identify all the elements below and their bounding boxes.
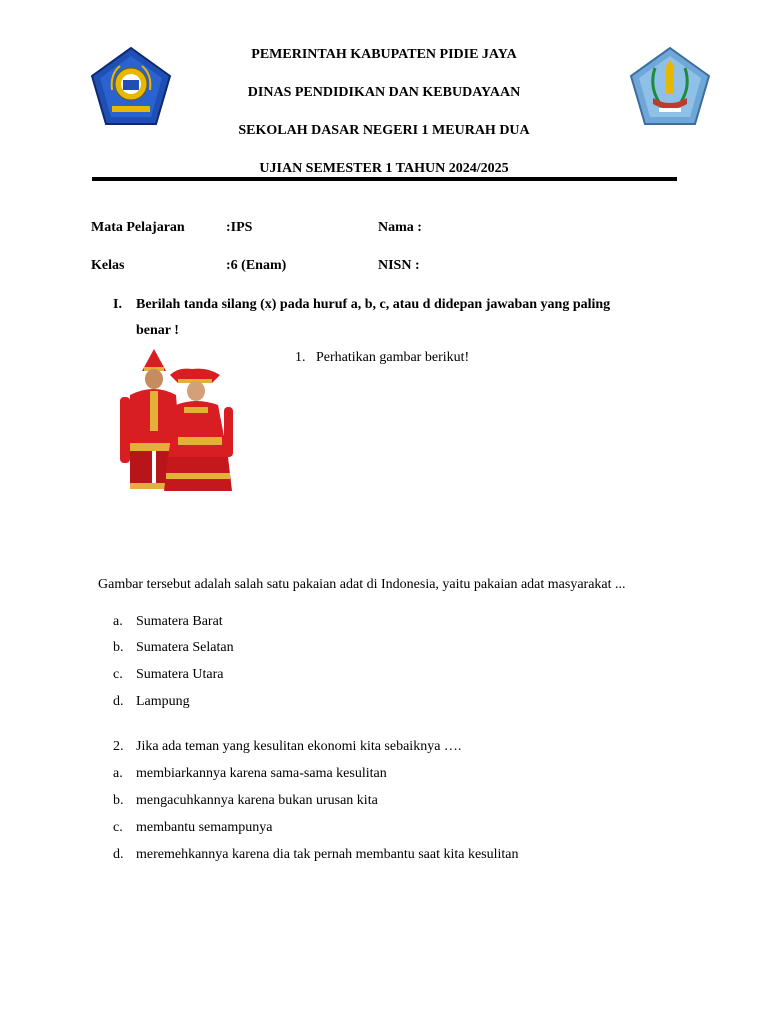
q1-option-b-letter: b. (113, 640, 124, 655)
question-1-stem: Gambar tersebut adalah salah satu pakaian adat di Indonesia, yaitu pakaian adat masyarakat ... (98, 577, 626, 592)
header-school: SEKOLAH DASAR NEGERI 1 MEURAH DUA (238, 123, 530, 138)
question-2-prompt: Jika ada teman yang kesulitan ekonomi kita sebaiknya …. (136, 739, 462, 754)
q2-option-a-letter: a. (113, 766, 123, 781)
q2-option-c-text: membantu semampunya (136, 820, 273, 835)
traditional-costume-photo (108, 347, 248, 491)
q1-option-a-letter: a. (113, 614, 123, 629)
q1-option-d-text: Lampung (136, 694, 190, 709)
q2-option-d-text: meremehkannya karena dia tak pernah membantu saat kita kesulitan (136, 847, 519, 862)
q2-option-c-letter: c. (113, 820, 123, 835)
q2-option-b-letter: b. (113, 793, 124, 808)
q1-option-a-text: Sumatera Barat (136, 614, 223, 629)
name-label: Nama : (378, 220, 422, 235)
q2-option-a-text: membiarkannya karena sama-sama kesulitan (136, 766, 387, 781)
q1-option-c-letter: c. (113, 667, 123, 682)
q2-option-b-text: mengacuhkannya karena bukan urusan kita (136, 793, 378, 808)
class-label: Kelas (91, 258, 125, 273)
question-1-prompt: Perhatikan gambar berikut! (316, 350, 470, 365)
q1-option-d-letter: d. (113, 694, 124, 709)
question-2-number: 2. (113, 739, 124, 754)
header-divider (92, 177, 677, 181)
section-numeral: I. (113, 297, 122, 312)
question-1-number: 1. (295, 350, 306, 365)
instruction-line-1: Berilah tanda silang (x) pada huruf a, b, c, atau d didepan jawaban yang paling (136, 297, 611, 312)
instruction-line-2: benar ! (136, 323, 179, 338)
header-government: PEMERINTAH KABUPATEN PIDIE JAYA (251, 47, 517, 62)
class-value: :6 (Enam) (226, 258, 287, 273)
subject-label: Mata Pelajaran (91, 220, 185, 235)
q2-option-d-letter: d. (113, 847, 124, 862)
q1-option-c-text: Sumatera Utara (136, 667, 224, 682)
q1-option-b-text: Sumatera Selatan (136, 640, 234, 655)
header-department: DINAS PENDIDIKAN DAN KEBUDAYAAN (247, 85, 521, 100)
nisn-label: NISN : (378, 258, 420, 273)
header-exam-title: UJIAN SEMESTER 1 TAHUN 2024/2025 (259, 161, 509, 176)
subject-value: :IPS (226, 220, 253, 235)
